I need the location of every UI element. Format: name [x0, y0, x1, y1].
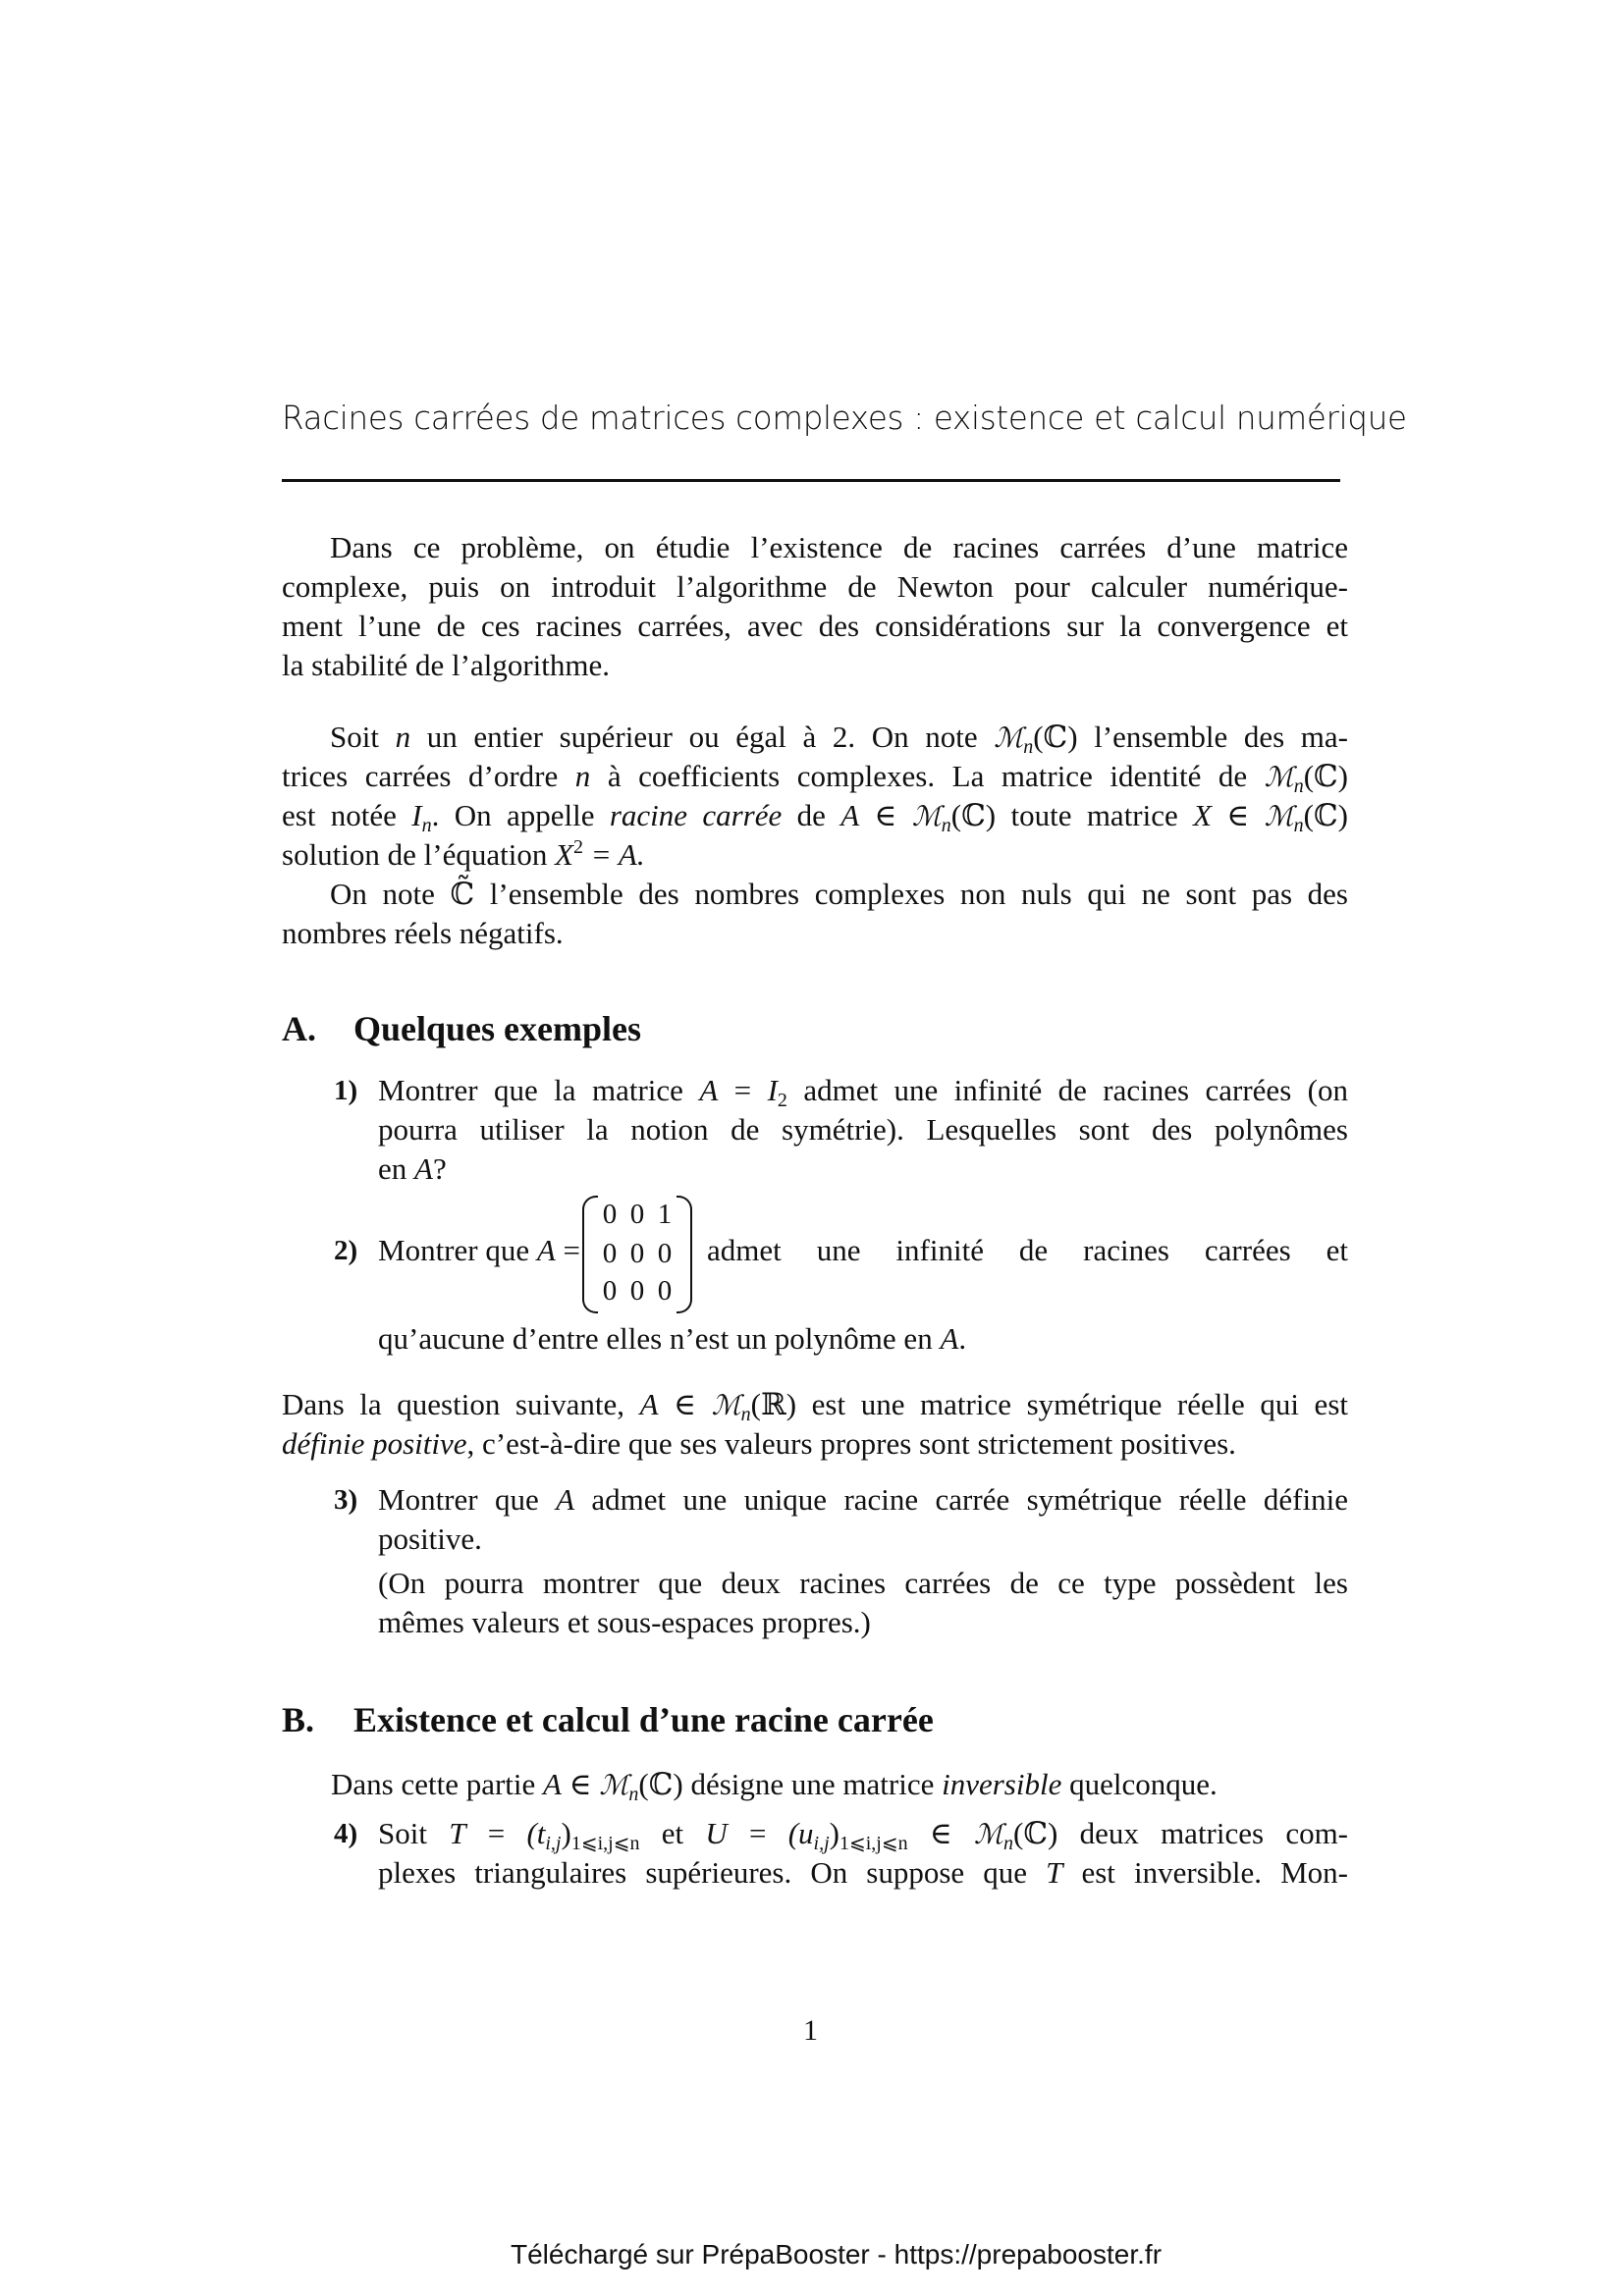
section-b-letter: B.	[282, 1700, 315, 1739]
text-line: la stabilité de l’algorithme.	[282, 648, 611, 682]
text-line: Montrer que la matrice $A = I_2$ admet une infinité de racines carrées (on	[378, 1073, 1348, 1111]
c-tilde-symbol: ℂ̃	[450, 877, 475, 911]
matrix-cell: 0	[657, 1238, 673, 1269]
section-b-title: Existence et calcul d’une racine carrée	[353, 1700, 934, 1739]
header-rule	[282, 479, 1340, 482]
running-title: Racines carrées de matrices complexes : existence et calcul numérique	[282, 399, 1407, 437]
text-line: plexes triangulaires supérieures. On suppose que T est inversible. Mon-	[378, 1855, 1348, 1890]
text-line: définie positive, c’est-à-dire que ses valeurs propres sont strictement positives.	[282, 1426, 1236, 1461]
text-line: Dans la question suivante, A ∈ ℳ$_n$(ℝ) est une matrice symétrique réelle qui est	[282, 1387, 1348, 1425]
text-line: qu’aucune d’entre elles n’est un polynôme en A.	[378, 1321, 967, 1356]
matrix-A	[582, 1196, 692, 1311]
text-line: complexe, puis on introduit l’algorithme de Newton pour calculer numérique-	[282, 569, 1348, 604]
page-number: 1	[803, 2014, 818, 2047]
text-line: ment l’une de ces racines carrées, avec des considérations sur la convergence et	[282, 609, 1348, 643]
question-number: 3)	[334, 1484, 358, 1516]
text-line: Dans ce problème, on étudie l’existence de racines carrées d’une matrice	[330, 530, 1348, 564]
download-footer: Téléchargé sur PrépaBooster - https://prepabooster.fr	[511, 2239, 1163, 2269]
text-line: Soit $T = (t_{i,j})_{1⩽i,j⩽n}$ et $U = (u_{i,j})_{1⩽i,j⩽n}$ ∈ ℳ$_n$(ℂ) deux matrices com-	[378, 1816, 1349, 1854]
text-line: mêmes valeurs et sous-espaces propres.)	[378, 1605, 871, 1639]
section-a-title: Quelques exemples	[353, 1009, 641, 1048]
matrix-cell: 0	[602, 1238, 618, 1269]
matrix-cell: 0	[629, 1275, 645, 1307]
text-line: Montrer que A =	[378, 1233, 581, 1267]
matrix-cell: 0	[657, 1275, 673, 1307]
left-paren	[582, 1196, 598, 1313]
text-line: admet une infinité de racines carrées et	[707, 1233, 1348, 1267]
text-line: trices carrées d’ordre n à coefficients complexes. La matrice identité de ℳ$_n$(ℂ)	[282, 759, 1349, 797]
text-line: Montrer que A admet une unique racine carrée symétrique réelle définie	[378, 1482, 1348, 1517]
section-b-intro: Dans cette partie A ∈ ℳ$_n$(ℂ) désigne une matrice inversible quelconque.	[331, 1767, 1218, 1805]
text-line: est notée $I_n$. On appelle racine carrée de A ∈ ℳ$_n$(ℂ) toute matrice X ∈ ℳ$_n$(ℂ)	[282, 798, 1348, 836]
section-a-letter: A.	[282, 1009, 316, 1048]
question-number: 4)	[334, 1818, 358, 1849]
right-paren	[677, 1196, 692, 1313]
matrix-cell: 1	[657, 1199, 673, 1230]
matrix-cell: 0	[629, 1238, 645, 1269]
text-line: (On pourra montrer que deux racines carrées de ce type possèdent les	[378, 1566, 1348, 1600]
text-line: en A?	[378, 1151, 447, 1186]
text-line: nombres réels négatifs.	[282, 916, 564, 950]
question-number: 2)	[334, 1235, 358, 1266]
matrix-cell: 0	[602, 1199, 618, 1230]
text-line: On note ℂ̃ l’ensemble des nombres complexes non nuls qui ne sont pas des	[330, 877, 1348, 911]
text-line: Soit n un entier supérieur ou égal à 2. On note ℳ$_n$(ℂ) l’ensemble des ma-	[330, 720, 1348, 758]
question-number: 1)	[334, 1075, 358, 1106]
matrix-cell: 0	[602, 1275, 618, 1307]
text-line: positive.	[378, 1522, 482, 1556]
matrix-cell: 0	[629, 1199, 645, 1230]
text-line: solution de l’équation $X^2 = A$.	[282, 836, 645, 872]
text-line: pourra utiliser la notion de symétrie). Lesquelles sont des polynômes	[378, 1112, 1348, 1147]
